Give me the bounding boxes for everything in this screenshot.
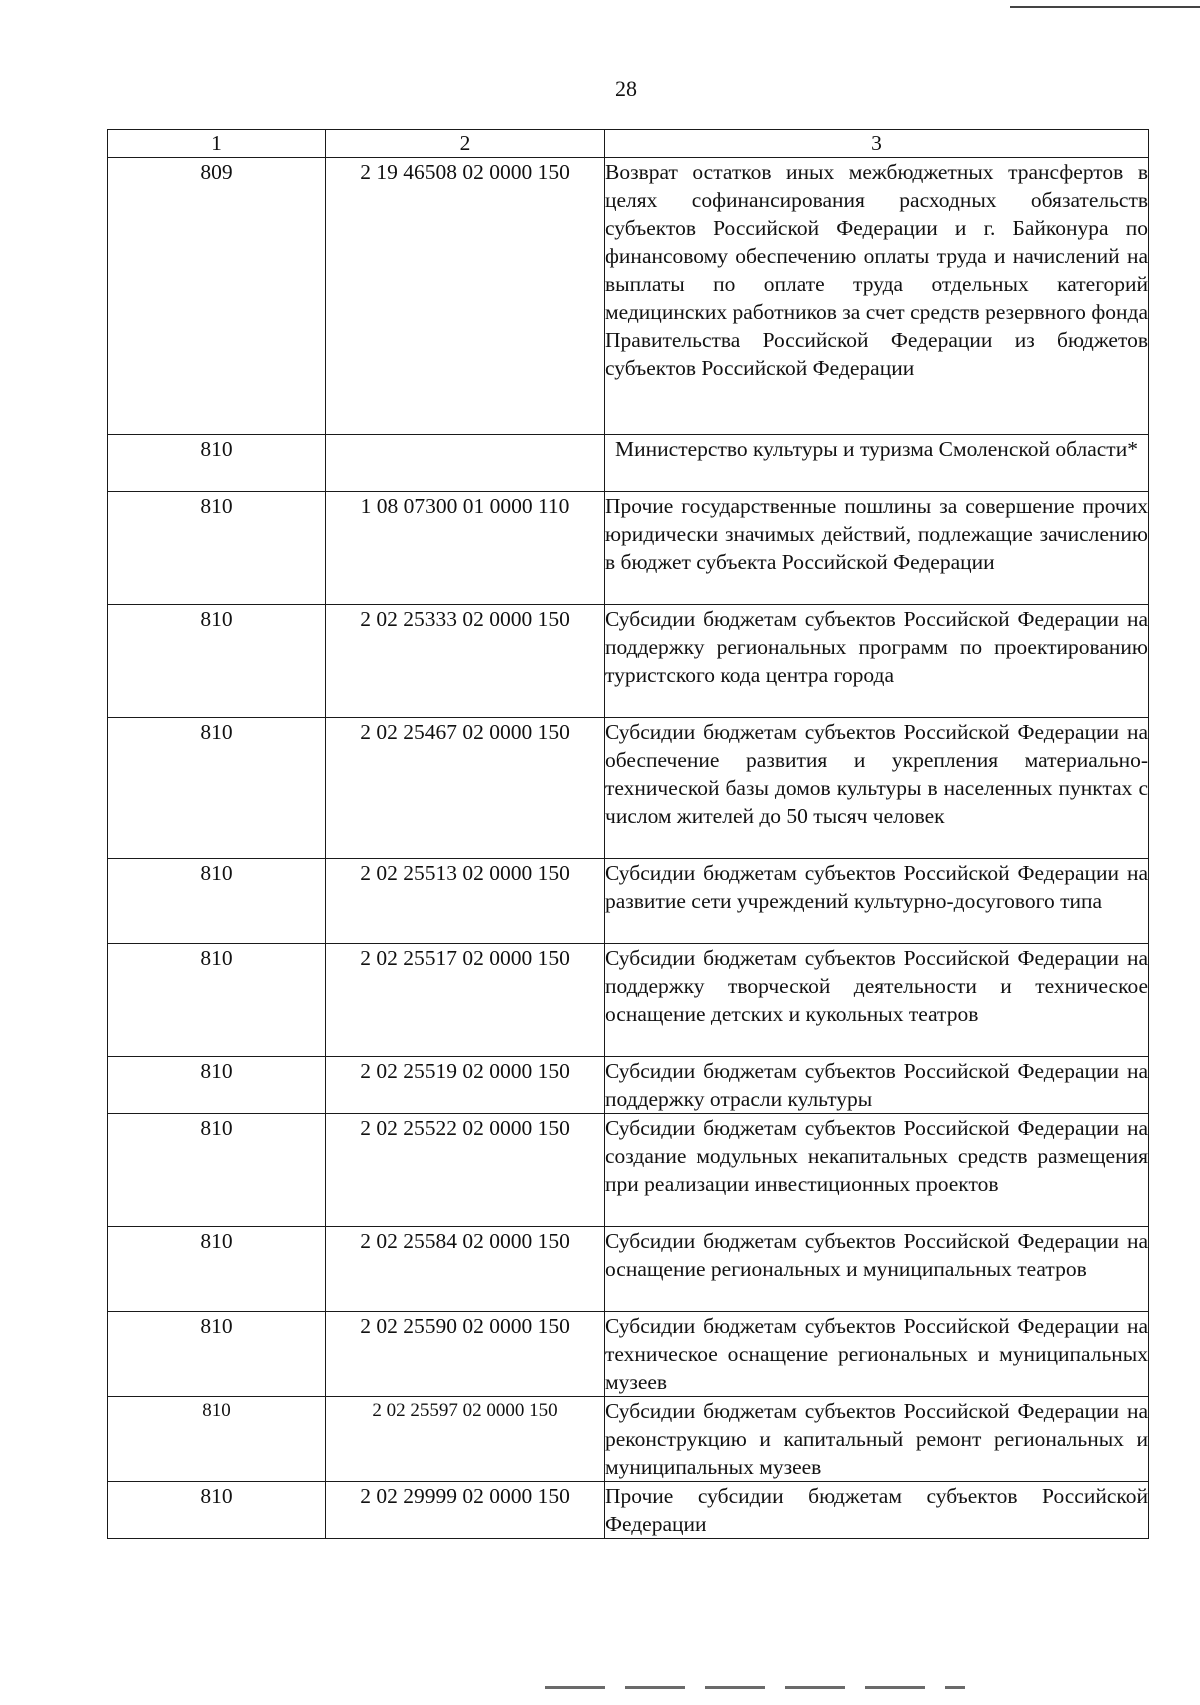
admin-code-cell: 810 [108,1227,326,1312]
budget-code-cell: 2 02 25513 02 0000 150 [326,859,605,944]
budget-code-cell: 2 02 25522 02 0000 150 [326,1114,605,1227]
table-row [108,718,1149,859]
column-header-1: 1 [108,130,326,158]
table-row [108,859,1149,944]
description-cell: Субсидии бюджетам субъектов Российской Федерации на создание модульных некапитальных средств размещения при реализации инвестиционных проектов [605,1114,1149,1227]
budget-code-cell: 2 02 25333 02 0000 150 [326,605,605,718]
budget-code-cell: 1 08 07300 01 0000 110 [326,492,605,605]
description-cell: Субсидии бюджетам субъектов Российской Федерации на обеспечение развития и укрепления материально-технической базы домов культуры в населенных пунктах с числом жителей до 50 тысяч человек [605,718,1149,859]
description-cell: Прочие субсидии бюджетам субъектов Российской Федерации [605,1482,1149,1539]
column-header-2: 2 [326,130,605,158]
table-row [108,1057,1149,1114]
admin-code-cell: 810 [108,435,326,492]
budget-code-cell: 2 19 46508 02 0000 150 [326,158,605,435]
budget-code-cell: 2 02 25467 02 0000 150 [326,718,605,859]
ministry-heading-cell: Министерство культуры и туризма Смоленской области* [605,435,1149,492]
admin-code-cell: 810 [108,1397,326,1482]
budget-code-cell: 2 02 25597 02 0000 150 [326,1397,605,1482]
table-header-row [108,130,1149,158]
budget-code-cell: 2 02 29999 02 0000 150 [326,1482,605,1539]
admin-code-cell: 810 [108,1312,326,1397]
description-cell: Субсидии бюджетам субъектов Российской Федерации на техническое оснащение региональных и муниципальных музеев [605,1312,1149,1397]
admin-code-cell: 810 [108,944,326,1057]
admin-code-cell: 810 [108,1114,326,1227]
table-row [108,1482,1149,1539]
description-cell: Субсидии бюджетам субъектов Российской Федерации на развитие сети учреждений культурно-досугового типа [605,859,1149,944]
description-cell: Субсидии бюджетам субъектов Российской Федерации на поддержку творческой деятельности и техническое оснащение детских и кукольных театров [605,944,1149,1057]
description-cell: Субсидии бюджетам субъектов Российской Федерации на поддержку региональных программ по проектированию туристского кода центра города [605,605,1149,718]
budget-code-cell [326,435,605,492]
table-row [108,944,1149,1057]
table-row-section-heading [108,435,1149,492]
admin-code-cell: 810 [108,1482,326,1539]
table-row [108,1312,1149,1397]
description-cell: Возврат остатков иных межбюджетных трансфертов в целях софинансирования расходных обязательств субъектов Российской Федерации и г. Байконура по финансовому обеспечению оплаты труда и начислений на выплаты по оплате труда отдельных категорий медицинских работников за счет средств резервного фонда Правительства Российской Федерации из бюджетов субъектов Российской Федерации [605,158,1149,435]
table-row [108,158,1149,435]
page-number: 28 [615,76,637,101]
admin-code-cell: 810 [108,718,326,859]
admin-code-cell: 810 [108,492,326,605]
admin-code-cell: 810 [108,1057,326,1114]
admin-code-cell: 809 [108,158,326,435]
revenue-codes-table [107,129,1149,1539]
column-header-3: 3 [605,130,1149,158]
description-cell: Субсидии бюджетам субъектов Российской Федерации на поддержку отрасли культуры [605,1057,1149,1114]
description-cell: Субсидии бюджетам субъектов Российской Федерации на оснащение региональных и муниципальных театров [605,1227,1149,1312]
admin-code-cell: 810 [108,605,326,718]
table-row [108,492,1149,605]
budget-code-cell: 2 02 25519 02 0000 150 [326,1057,605,1114]
admin-code-cell: 810 [108,859,326,944]
budget-code-cell: 2 02 25590 02 0000 150 [326,1312,605,1397]
table-row [108,605,1149,718]
description-cell: Субсидии бюджетам субъектов Российской Федерации на реконструкцию и капитальный ремонт региональных и муниципальных музеев [605,1397,1149,1482]
table-row [108,1227,1149,1312]
scan-bottom-artifact [545,1686,965,1689]
table-row [108,1397,1149,1482]
budget-code-cell: 2 02 25584 02 0000 150 [326,1227,605,1312]
scan-edge-line [1010,6,1200,8]
description-cell: Прочие государственные пошлины за совершение прочих юридически значимых действий, подлежащие зачислению в бюджет субъекта Российской Федерации [605,492,1149,605]
table-row [108,1114,1149,1227]
budget-code-cell: 2 02 25517 02 0000 150 [326,944,605,1057]
